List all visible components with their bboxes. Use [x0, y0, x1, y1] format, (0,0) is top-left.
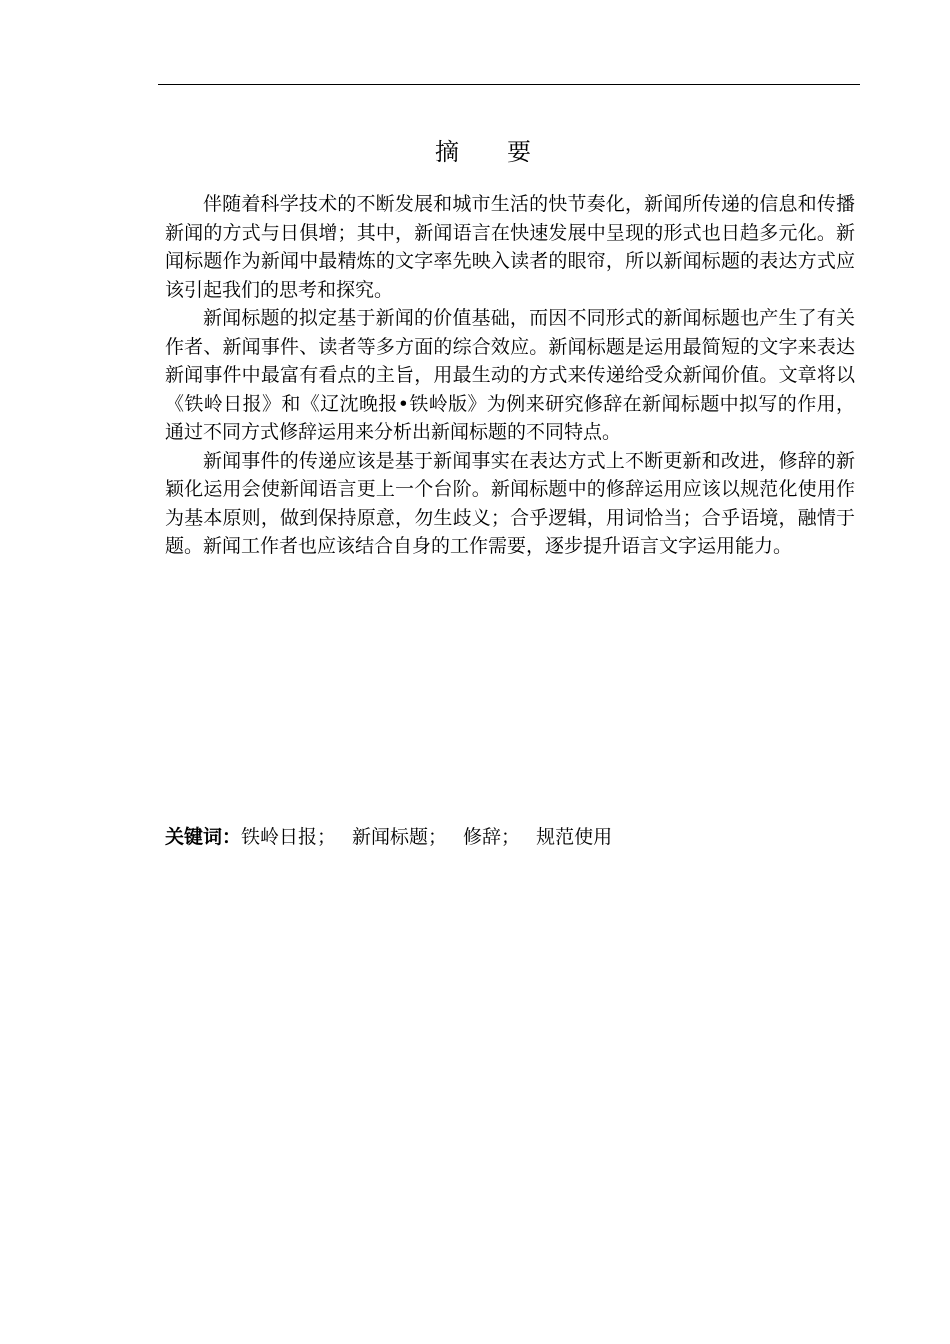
abstract-paragraph-2: 新闻标题的拟定基于新闻的价值基础，而因不同形式的新闻标题也产生了有关作者、新闻事件、读者等多方面的综合效应。新闻标题是运用最简短的文字来表达新闻事件中最富有看点的主旨，用最生动的方式来传递给受众新闻价值。文章将以《铁岭日报》和《辽沈晚报•铁岭版》为例来研究修辞在新闻标题中拟写的作用，通过不同方式修辞运用来分析出新闻标题的不同特点。	[165, 307, 855, 443]
keyword-item: 铁岭日报；	[241, 826, 337, 848]
abstract-paragraph-1: 伴随着科学技术的不断发展和城市生活的快节奏化，新闻所传递的信息和传播新闻的方式与日俱增；其中，新闻语言在快速发展中呈现的形式也日趋多元化。新闻标题作为新闻中最精炼的文字率先映入读者的眼帘，所以新闻标题的表达方式应该引起我们的思考和探究。	[165, 193, 855, 301]
keywords-label: 关键词：	[165, 826, 242, 848]
keyword-item: 规范使用	[536, 826, 613, 848]
abstract-body	[165, 190, 855, 561]
keywords-line	[165, 823, 855, 851]
keyword-item: 新闻标题；	[352, 826, 448, 848]
abstract-paragraph-3: 新闻事件的传递应该是基于新闻事实在表达方式上不断更新和改进，修辞的新颖化运用会使新闻语言更上一个台阶。新闻标题中的修辞运用应该以规范化使用作为基本原则，做到保持原意，勿生歧义；合乎逻辑，用词恰当；合乎语境，融情于题。新闻工作者也应该结合自身的工作需要，逐步提升语言文字运用能力。	[165, 449, 855, 557]
keyword-item: 修辞；	[463, 826, 521, 848]
header-rule	[158, 84, 860, 85]
abstract-title: 摘要	[435, 138, 579, 166]
